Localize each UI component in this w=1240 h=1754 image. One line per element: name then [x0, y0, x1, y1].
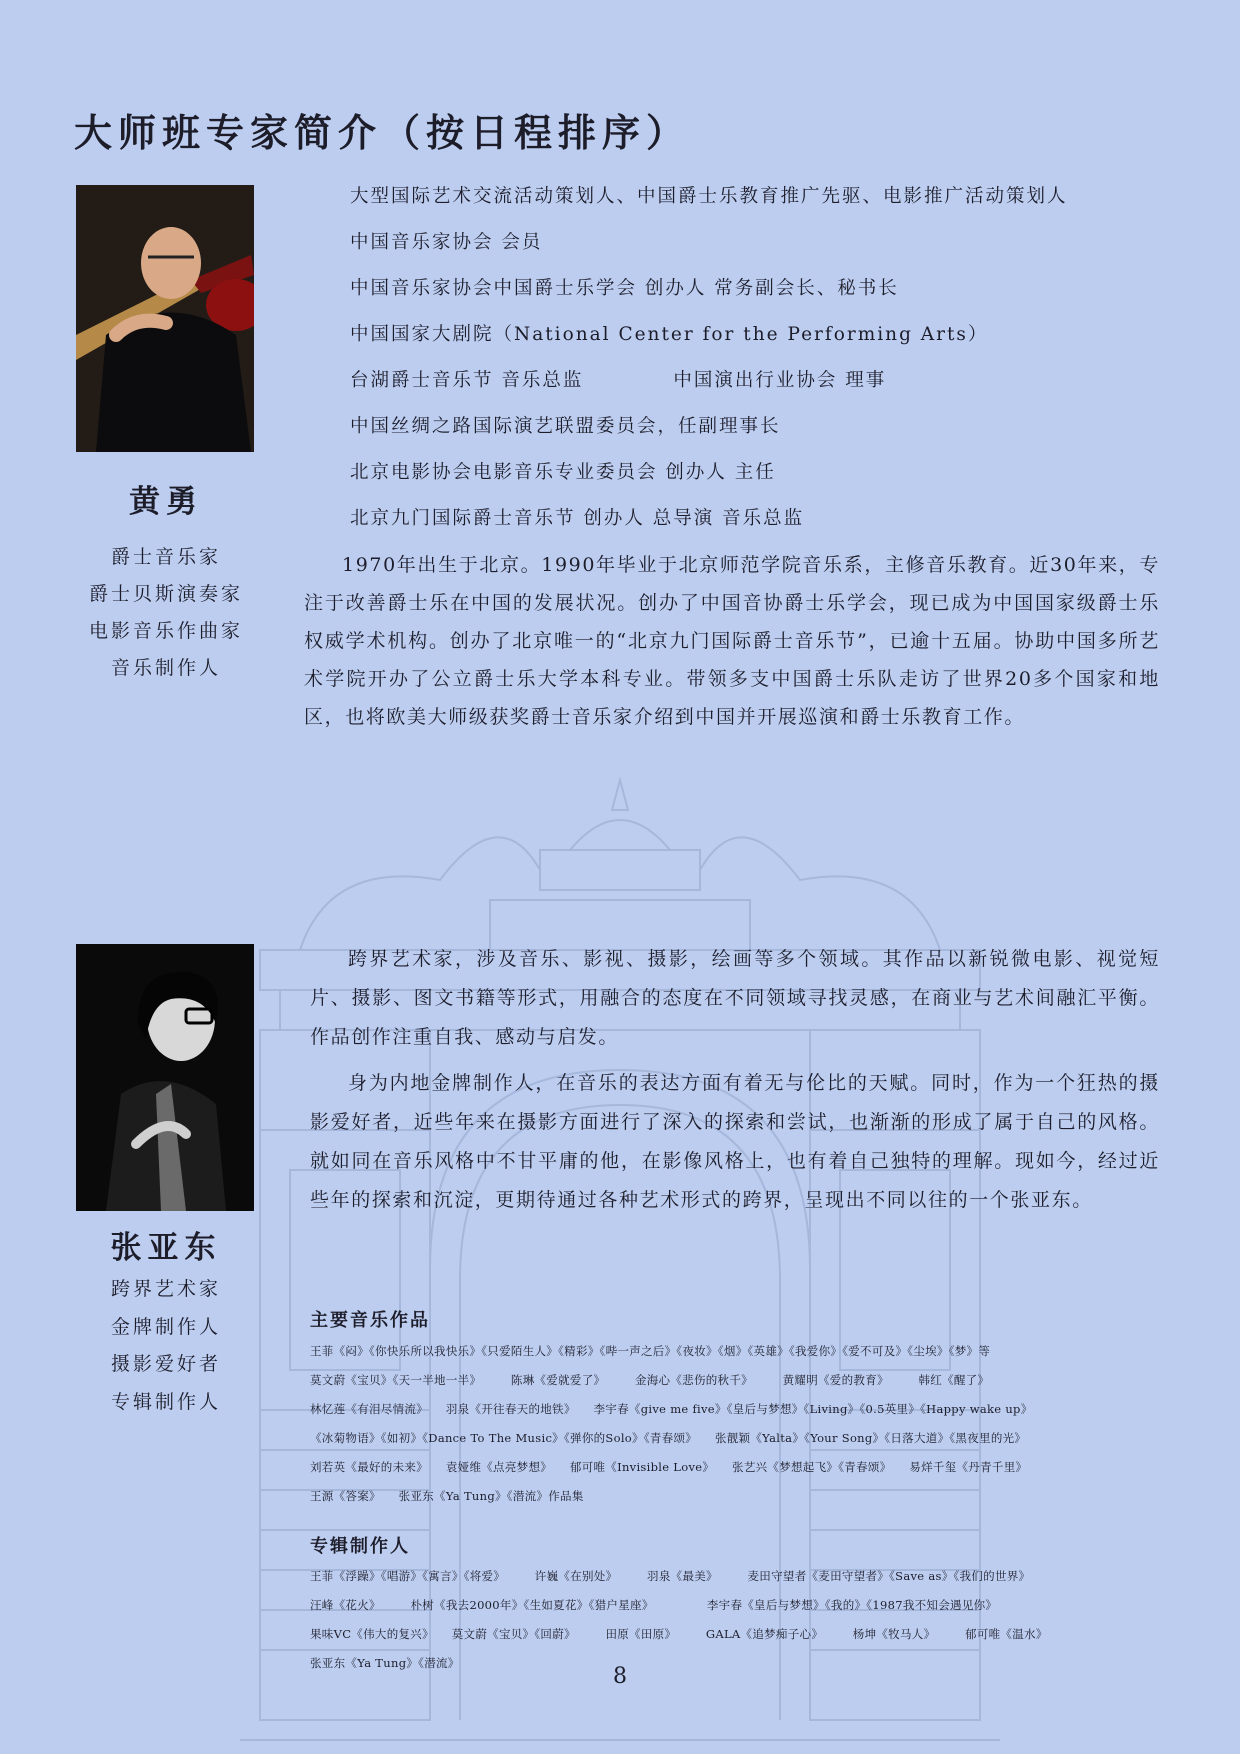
credential-item: 中国音乐家协会 会员: [350, 232, 543, 253]
credential-item: 台湖爵士音乐节 音乐总监 中国演出行业协会 理事: [350, 370, 887, 391]
list-item: 莫文蔚《宝贝》《天一半地一半》 陈琳《爱就爱了》 金海心《悲伤的秋千》 黄耀明《爱的教育》 韩红《醒了》: [310, 1373, 990, 1387]
list-item: 林忆莲《有泪尽情流》 羽泉《开往春天的地铁》 李宇春《give me five》《皇后与梦想》《Living》《0.5英里》《Happy wake up》: [310, 1402, 1033, 1416]
expert1-title: 电影音乐作曲家: [88, 620, 243, 642]
list-item: 张亚东《Ya Tung》《潜流》: [310, 1656, 460, 1670]
list-item: 刘若英《最好的未来》 袁娅维《点亮梦想》 郁可唯《Invisible Love》 张艺兴《梦想起飞》《青春颂》 易烊千玺《丹青千里》: [310, 1460, 1028, 1474]
credential-item: 中国国家大剧院（National Center for the Performing Arts）: [350, 324, 989, 345]
list-item: 王菲《闷》《你快乐所以我快乐》《只爱陌生人》《精彩》《哔一声之后》《夜妆》《烟》《英雄》《我爱你》《爱不可及》《尘埃》《梦》等: [310, 1344, 991, 1358]
credential-item: 北京九门国际爵士音乐节 创办人 总导演 音乐总监: [350, 508, 805, 529]
expert2-title: 专辑制作人: [110, 1390, 221, 1413]
list-item: 王源《答案》 张亚东《Ya Tung》《潜流》作品集: [310, 1489, 584, 1503]
expert1-title: 爵士贝斯演奏家: [88, 583, 243, 605]
expert1-name: 黄勇: [129, 484, 203, 520]
works-list: [310, 1337, 1165, 1511]
page-title: 大师班专家简介（按日程排序）: [74, 111, 691, 155]
expert2-title: 跨界艺术家: [110, 1278, 221, 1300]
credential-item: 大型国际艺术交流活动策划人、中国爵士乐教育推广先驱、电影推广活动策划人: [350, 186, 1068, 207]
expert2-photo: [76, 944, 254, 1211]
works-heading: 主要音乐作品: [310, 1310, 430, 1331]
list-item: 汪峰《花火》 朴树《我去2000年》《生如夏花》《猎户星座》 李宇春《皇后与梦想》《我的》《1987我不知会遇见你》: [310, 1598, 998, 1612]
expert1-title: 音乐制作人: [110, 657, 221, 679]
expert1-photo: [76, 185, 254, 452]
credential-item: 中国音乐家协会中国爵士乐学会 创办人 常务副会长、秘书长: [350, 278, 899, 299]
list-item: 《冰菊物语》《如初》《Dance To The Music》《弹你的Solo》《青春颂》 张靓颖《Yalta》《Your Song》《日落大道》《黑夜里的光》: [310, 1431, 1027, 1445]
expert2-bio-paragraph: 身为内地金牌制作人，在音乐的表达方面有着无与伦比的天赋。同时，作为一个狂热的摄影爱好者，近些年来在摄影方面进行了深入的探索和尝试，也渐渐的形成了属于自己的风格。就如同在音乐风格中不甘平庸的他，在影像风格上，也有着自己独特的理解。现如今，经过近些年的探索和沉淀，更期待通过各种艺术形式的跨界，呈现出不同以往的一个张亚东。: [310, 1072, 1160, 1211]
credential-item: 中国丝绸之路国际演艺联盟委员会，任副理事长: [350, 416, 781, 437]
expert2-title: 金牌制作人: [110, 1315, 221, 1338]
albums-heading: 专辑制作人: [310, 1536, 410, 1557]
expert1-sidebar: [60, 476, 272, 687]
list-item: 果味VC《伟大的复兴》 莫文蔚《宝贝》《回蔚》 田原《田原》 GALA《追梦痴子心》 杨坤《牧马人》 郁可唯《温水》: [310, 1627, 1048, 1641]
expert2-bio-paragraph: 跨界艺术家，涉及音乐、影视、摄影，绘画等多个领域。其作品以新锐微电影、视觉短片、摄影、图文书籍等形式，用融合的态度在不同领域寻找灵感，在商业与艺术间融汇平衡。作品创作注重自我、感动与启发。: [310, 948, 1160, 1048]
expert2-name: 张亚东: [110, 1230, 222, 1266]
expert2-sidebar: [60, 1222, 272, 1421]
expert1-bio: 1970年出生于北京。1990年毕业于北京师范学院音乐系，主修音乐教育。近30年来，专注于改善爵士乐在中国的发展状况。创办了中国音协爵士乐学会，现已成为中国国家级爵士乐权威学术机构。创办了北京唯一的“北京九门国际爵士音乐节”，已逾十五届。协助中国多所艺术学院开办了公立爵士乐大学本科专业。带领多支中国爵士乐队走访了世界20多个国家和地区，也将欧美大师级获奖爵士音乐家介绍到中国并开展巡演和爵士乐教育工作。: [304, 554, 1160, 728]
expert1-title: 爵士音乐家: [110, 546, 221, 568]
expert2-title: 摄影爱好者: [110, 1353, 221, 1375]
credential-item: 北京电影协会电影音乐专业委员会 创办人 主任: [350, 462, 776, 483]
albums-list: [310, 1562, 1165, 1678]
expert1-credentials: [350, 182, 1068, 550]
list-item: 王菲《浮躁》《唱游》《寓言》《将爱》 许巍《在别处》 羽泉《最美》 麦田守望者《麦田守望者》《Save as》《我们的世界》: [310, 1569, 1031, 1583]
page-number: 8: [613, 1664, 627, 1689]
